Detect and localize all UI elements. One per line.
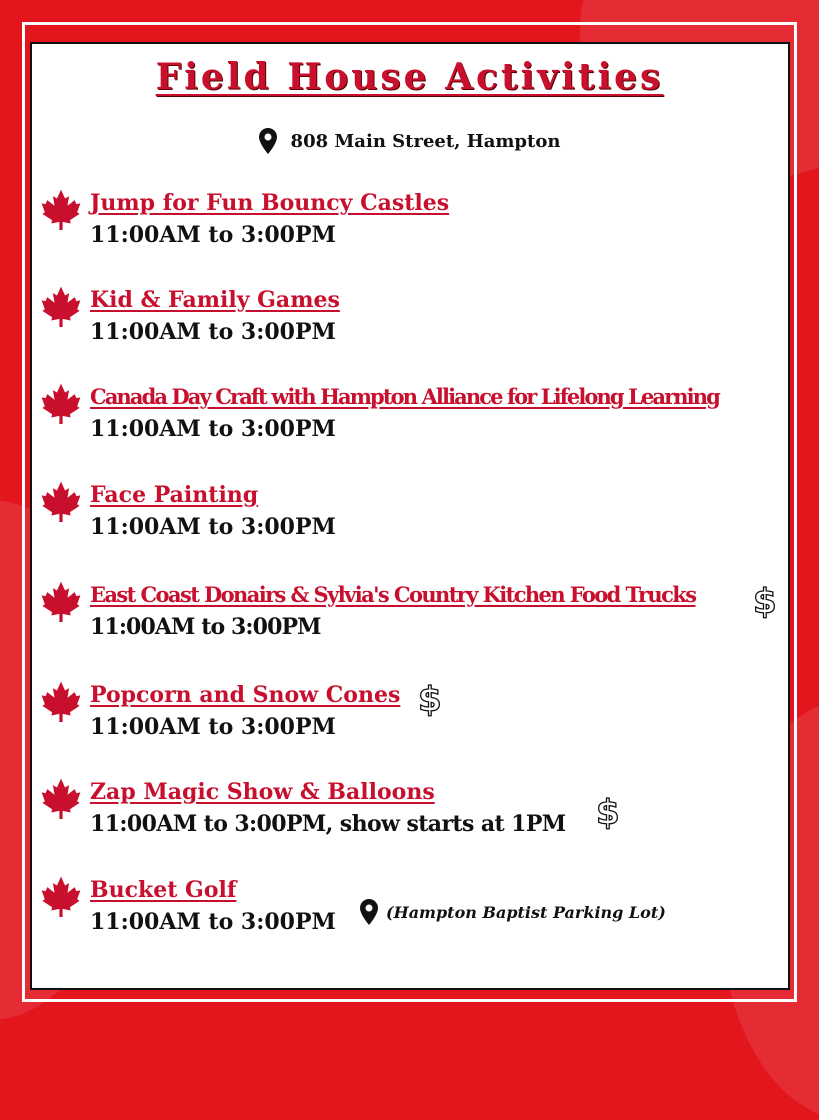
- activity-name[interactable]: Face Painting: [90, 482, 259, 508]
- maple-leaf-icon: [40, 580, 82, 622]
- maple-leaf-icon: [40, 875, 82, 917]
- address-text: 808 Main Street, Hampton: [290, 130, 561, 152]
- activity-name[interactable]: Canada Day Craft with Hampton Alliance for Lifelong Learning: [90, 384, 719, 409]
- activity-time: 11:00AM to 3:00PM: [90, 514, 336, 540]
- location-note: [360, 899, 666, 925]
- activity-name[interactable]: Kid & Family Games: [90, 287, 340, 313]
- activity-time: 11:00AM to 3:00PM: [90, 222, 336, 248]
- activity-name[interactable]: East Coast Donairs & Sylvia's Country Kitchen Food Trucks: [90, 582, 696, 607]
- maple-leaf-icon: [40, 777, 82, 819]
- activity-time: 11:00AM to 3:00PM, show starts at 1PM: [90, 811, 566, 837]
- address-line: [0, 128, 819, 154]
- activity-time: 11:00AM to 3:00PM: [90, 614, 321, 640]
- activity-time: 11:00AM to 3:00PM: [90, 416, 336, 442]
- dollar-sign-icon: $: [596, 793, 620, 833]
- maple-leaf-icon: [40, 480, 82, 522]
- location-note-text: (Hampton Baptist Parking Lot): [386, 902, 666, 922]
- activity-time: 11:00AM to 3:00PM: [90, 909, 336, 935]
- maple-leaf-icon: [40, 680, 82, 722]
- activity-time: 11:00AM to 3:00PM: [90, 714, 336, 740]
- activity-name[interactable]: Bucket Golf: [90, 877, 237, 903]
- activity-name[interactable]: Zap Magic Show & Balloons: [90, 779, 435, 805]
- page-title: Field House Activities: [155, 56, 664, 98]
- maple-leaf-icon: [40, 382, 82, 424]
- activity-time: 11:00AM to 3:00PM: [90, 319, 336, 345]
- activity-name[interactable]: Popcorn and Snow Cones: [90, 682, 401, 708]
- location-pin-icon: [360, 899, 378, 925]
- activity-name[interactable]: Jump for Fun Bouncy Castles: [90, 190, 450, 216]
- dollar-sign-icon: $: [418, 680, 442, 720]
- dollar-sign-icon: $: [753, 582, 777, 622]
- maple-leaf-icon: [40, 188, 82, 230]
- location-pin-icon: [259, 128, 277, 154]
- maple-leaf-icon: [40, 285, 82, 327]
